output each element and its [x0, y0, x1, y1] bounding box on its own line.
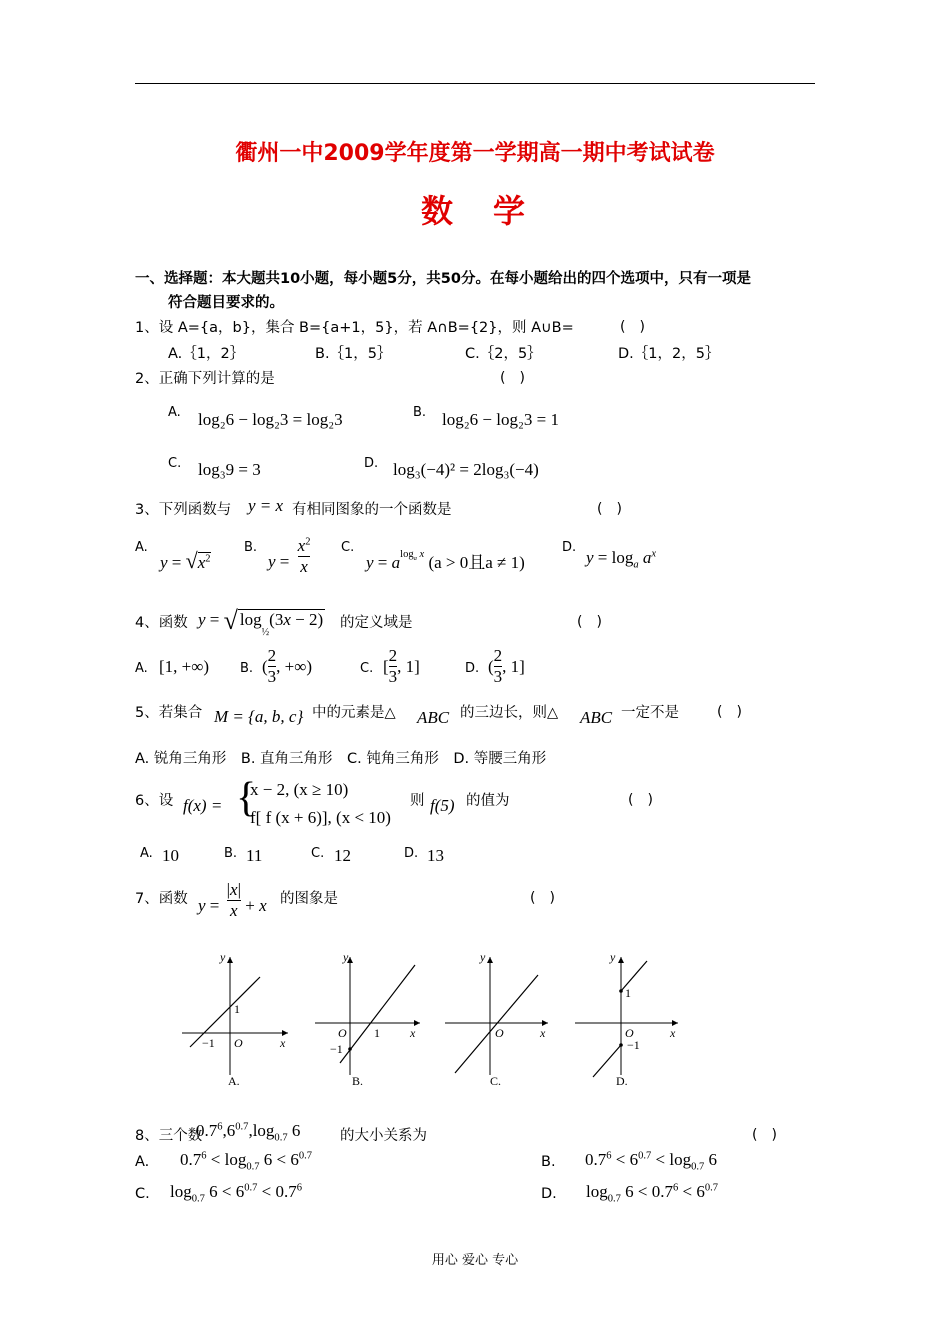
q2-b-label: B. — [413, 405, 427, 420]
q7-d-y-label: y — [610, 950, 616, 964]
q3-stem-post: 有相同图象的一个函数是 — [292, 502, 452, 518]
q3-option-b: y = $\frac{x^2}{x}$ — [268, 536, 311, 576]
q7-a-one: 1 — [234, 1002, 240, 1016]
q7-b-x-label: x — [410, 1026, 416, 1040]
q2-option-b: log₂6 − log₂3 = 1 — [442, 410, 559, 429]
section-heading: 一、选择题：本大题共10小题，每小题5分，共50分。在每小题给出的四个选项中，只有一项是 — [135, 271, 751, 287]
q2-option-a: log₂6 − log₂3 = log₂3 — [198, 410, 343, 429]
q1-option-c: C.｛2，5｝ — [465, 346, 542, 362]
q6-option-d: 13 — [427, 846, 444, 865]
q3-option-c-cond: (a > 0且a ≠ 1) — [428, 553, 525, 572]
q4-stem-pre: 4、函数 — [135, 615, 188, 631]
q5-stem-mid: 中的元素是△ — [312, 705, 396, 721]
q3-option-c: $y = a^{log_a x}$ (a > 0且a ≠ 1) — [366, 549, 525, 572]
q7-graph-c — [445, 950, 548, 1088]
q4-a-label: A. — [135, 661, 148, 676]
q7-b-neg-one: −1 — [330, 1042, 343, 1056]
q8-option-b: $0.7^6 < 6^{0.7} < \log_{0.7} 6$ — [585, 1150, 718, 1173]
q7-b-caption: B. — [352, 1074, 364, 1088]
q8-b-label: B. — [541, 1154, 556, 1170]
q7-a-caption: A. — [228, 1074, 240, 1088]
top-rule — [135, 83, 815, 84]
q6-then: 则 — [410, 793, 425, 809]
q7-d-one: 1 — [625, 986, 631, 1000]
q8-c-label: C. — [135, 1186, 150, 1202]
q6-f5: f(5) — [430, 796, 455, 815]
q6-case-1: x − 2, (x ≥ 10) — [250, 780, 349, 799]
q5-stem-mid2: 的三边长，则△ — [460, 705, 559, 721]
q1-option-b: B.｛1，5｝ — [315, 346, 392, 362]
q6-c-label: C. — [311, 846, 325, 861]
q7-function: y = $\frac{|x|}{x}$ + x — [198, 880, 267, 920]
q7-graph-a — [182, 950, 288, 1088]
q4-option-b: ( $\frac{2}{3}$ , +∞) — [262, 646, 313, 686]
q7-stem-pre: 7、函数 — [135, 891, 188, 907]
q4-answer-paren: ( ) — [577, 614, 602, 630]
q3-d-label: D. — [562, 540, 577, 555]
q7-answer-paren: ( ) — [530, 890, 555, 906]
q7-d-neg-one: −1 — [627, 1038, 640, 1052]
subject-title: 数 学 — [420, 192, 529, 230]
q6-d-label: D. — [404, 846, 419, 861]
q4-option-c: [ $\frac{2}{3}$ , 1] — [383, 646, 420, 686]
q2-option-d: log₃(−4)² = 2log₃(−4) — [393, 460, 539, 479]
q3-answer-paren: ( ) — [597, 501, 622, 517]
q6-option-b: 11 — [246, 846, 263, 865]
q5-abc-2: ABC — [580, 708, 613, 727]
q4-option-d: ( $\frac{2}{3}$ , 1] — [488, 646, 525, 686]
page-footer: 用心 爱心 专心 — [431, 1253, 519, 1268]
q8-option-a: $0.7^6 < \log_{0.7} 6 < 6^{0.7}$ — [180, 1150, 313, 1173]
q1-answer-paren: ( ) — [620, 319, 645, 335]
q7-stem-post: 的图象是 — [280, 891, 338, 907]
q8-numbers: $0.7^6,6^{0.7},\log_{0.7}$ 6 — [196, 1121, 301, 1144]
q7-c-origin: O — [495, 1026, 504, 1040]
q5-answer-paren: ( ) — [717, 704, 742, 720]
q7-c-y-label: y — [480, 950, 486, 964]
q3-a-label: A. — [135, 540, 148, 555]
q7-a-y-label: y — [220, 950, 226, 964]
q7-b-one: 1 — [374, 1026, 380, 1040]
q7-graph-b — [315, 950, 420, 1088]
q2-answer-paren: ( ) — [500, 370, 525, 386]
q3-option-d: $y = \log_a a^x$ — [586, 548, 657, 571]
q6-case-2: f[ f (x + 6)], (x < 10) — [250, 808, 391, 827]
q2-option-c: log₃9 = 3 — [198, 460, 261, 479]
q1-option-a: A.｛1，2｝ — [168, 346, 245, 362]
q1-option-d: D.｛1，2，5｝ — [618, 346, 720, 362]
q5-stem-pre: 5、若集合 — [135, 705, 203, 721]
q7-d-caption: D. — [616, 1074, 628, 1088]
q4-c-label: C. — [360, 661, 374, 676]
q8-a-label: A. — [135, 1154, 150, 1170]
q3-stem-pre: 3、下列函数与 — [135, 502, 232, 518]
q2-stem: 2、正确下列计算的是 — [135, 371, 275, 387]
q5-abc-1: ABC — [417, 708, 450, 727]
q6-fx: f(x) = — [183, 796, 223, 815]
q3-stem-eq: y = x — [248, 496, 284, 515]
q8-stem-post: 的大小关系为 — [340, 1128, 427, 1144]
q8-d-label: D. — [541, 1186, 557, 1202]
q2-a-label: A. — [168, 405, 181, 420]
q6-a-label: A. — [140, 846, 153, 861]
q4-b-label: B. — [240, 661, 254, 676]
q8-option-d: $\log_{0.7} 6 < 0.7^6 < 6^{0.7}$ — [586, 1182, 719, 1205]
q7-graph-d — [575, 950, 678, 1088]
q1-stem: 1、设 A={a，b}，集合 B={a+1，5}，若 A∩B={2}，则 A∪B= — [135, 320, 574, 336]
q3-option-a: $y = √x^2$ — [160, 548, 211, 573]
q5-set: M = {a, b, c} — [214, 707, 304, 726]
q4-d-label: D. — [465, 661, 480, 676]
q6-brace: { — [236, 775, 257, 821]
section-heading-cont: 符合题目要求的。 — [168, 295, 284, 311]
q8-option-c: $\log_{0.7} 6 < 6^{0.7} < 0.7^6$ — [170, 1182, 303, 1205]
q8-stem-pre: 8、三个数 — [135, 1128, 203, 1144]
q6-b-label: B. — [224, 846, 238, 861]
q5-options: A. 锐角三角形 B. 直角三角形 C. 钝角三角形 D. 等腰三角形 — [135, 751, 547, 767]
exam-title: 衢州一中2009学年度第一学期高一期中考试试卷 — [235, 141, 715, 166]
q6-option-a: 10 — [162, 846, 179, 865]
q8-answer-paren: ( ) — [752, 1127, 777, 1143]
q3-b-label: B. — [244, 540, 258, 555]
q2-d-label: D. — [364, 456, 379, 471]
q7-a-x-label: x — [280, 1036, 286, 1050]
q6-stem-pre: 6、设 — [135, 793, 174, 809]
q7-b-y-label: y — [343, 950, 349, 964]
q4-function: y = √ $\log_{\frac{1}{2}}(3x - 2)$ — [198, 606, 324, 639]
q7-b-origin: O — [338, 1026, 347, 1040]
q5-stem-post: 一定不是 — [621, 705, 679, 721]
q6-stem-post: 的值为 — [466, 793, 510, 809]
q4-stem-post: 的定义域是 — [340, 615, 413, 631]
q7-d-origin: O — [625, 1026, 634, 1040]
q7-c-caption: C. — [490, 1074, 502, 1088]
q3-c-label: C. — [341, 540, 355, 555]
q6-answer-paren: ( ) — [628, 792, 653, 808]
q7-a-origin: O — [234, 1036, 243, 1050]
q6-option-c: 12 — [334, 846, 351, 865]
q2-c-label: C. — [168, 456, 182, 471]
q7-c-x-label: x — [540, 1026, 546, 1040]
q7-d-x-label: x — [670, 1026, 676, 1040]
q7-a-neg-one: −1 — [202, 1036, 215, 1050]
q4-option-a: [1, +∞) — [159, 657, 210, 676]
q7-graphs — [170, 945, 690, 1095]
